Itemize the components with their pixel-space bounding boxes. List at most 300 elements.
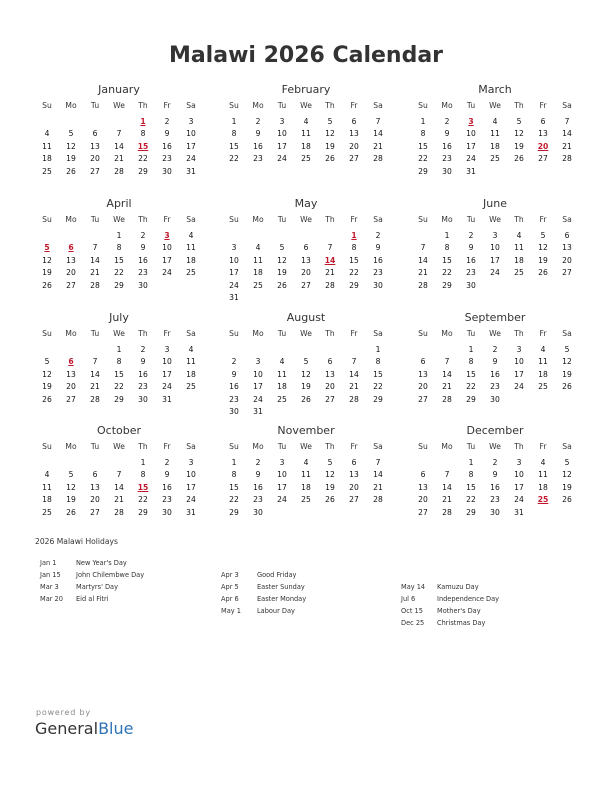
weekday-header: Fr bbox=[350, 329, 358, 338]
weekday-header: Mo bbox=[441, 215, 453, 224]
day-cell: 19 bbox=[66, 495, 76, 504]
weekday-header: Su bbox=[418, 101, 428, 110]
day-cell: 22 bbox=[442, 268, 452, 277]
day-cell: 18 bbox=[42, 154, 52, 163]
day-cell: 21 bbox=[562, 141, 572, 151]
day-cell: 14 bbox=[114, 141, 124, 151]
weekday-header: Th bbox=[325, 442, 335, 451]
day-cell: 19 bbox=[514, 141, 524, 151]
weekday-header: Sa bbox=[186, 329, 196, 338]
day-cell: 7 bbox=[375, 457, 381, 467]
day-cell: 9 bbox=[255, 470, 261, 479]
day-cell: 17 bbox=[186, 141, 196, 151]
day-cell: 20 bbox=[90, 495, 100, 504]
month-december bbox=[411, 424, 579, 519]
weekday-header: Mo bbox=[65, 101, 77, 110]
day-cell: 5 bbox=[516, 116, 522, 126]
holiday-day-cell: 6 bbox=[68, 243, 74, 252]
day-cell: 13 bbox=[66, 369, 76, 379]
day-cell: 18 bbox=[253, 268, 263, 277]
day-cell: 24 bbox=[514, 495, 524, 504]
month-days-grid bbox=[222, 328, 390, 419]
day-cell: 18 bbox=[42, 495, 52, 504]
day-cell: 20 bbox=[562, 255, 572, 265]
day-cell: 20 bbox=[325, 382, 335, 391]
day-cell: 5 bbox=[564, 344, 570, 354]
day-cell: 8 bbox=[116, 243, 122, 252]
day-cell: 4 bbox=[540, 457, 546, 467]
day-cell: 30 bbox=[253, 507, 263, 517]
day-cell: 15 bbox=[229, 482, 239, 492]
day-cell: 24 bbox=[253, 394, 263, 404]
day-cell: 10 bbox=[229, 255, 239, 265]
holiday-day-cell: 6 bbox=[68, 357, 74, 366]
day-cell: 31 bbox=[253, 407, 263, 416]
day-cell: 21 bbox=[90, 382, 100, 391]
holiday-date: Dec 25 bbox=[401, 619, 425, 627]
weekday-header: Th bbox=[514, 442, 524, 451]
weekday-header: We bbox=[489, 101, 501, 110]
weekday-header: Mo bbox=[252, 442, 264, 451]
day-cell: 2 bbox=[468, 230, 474, 240]
day-cell: 10 bbox=[162, 243, 172, 252]
weekday-header: Mo bbox=[441, 329, 453, 338]
holiday-row bbox=[221, 607, 306, 619]
day-cell: 7 bbox=[444, 470, 450, 479]
weekday-header: Fr bbox=[163, 329, 171, 338]
month-september bbox=[411, 311, 579, 406]
day-cell: 29 bbox=[349, 280, 359, 290]
weekday-header: Sa bbox=[373, 215, 383, 224]
day-cell: 1 bbox=[375, 344, 381, 354]
day-cell: 24 bbox=[162, 382, 172, 391]
month-august bbox=[222, 311, 390, 419]
day-cell: 2 bbox=[444, 116, 450, 126]
day-cell: 8 bbox=[468, 470, 474, 479]
holiday-name: Kamuzu Day bbox=[437, 583, 479, 591]
day-cell: 16 bbox=[442, 141, 452, 151]
weekday-header: Su bbox=[229, 215, 239, 224]
day-cell: 26 bbox=[277, 280, 287, 290]
day-cell: 23 bbox=[373, 268, 383, 277]
day-cell: 23 bbox=[490, 495, 500, 504]
day-cell: 25 bbox=[253, 280, 263, 290]
day-cell: 23 bbox=[466, 268, 476, 277]
day-cell: 11 bbox=[42, 141, 52, 151]
day-cell: 4 bbox=[303, 457, 309, 467]
day-cell: 24 bbox=[229, 280, 239, 290]
holiday-row bbox=[40, 571, 144, 583]
day-cell: 13 bbox=[301, 255, 311, 265]
weekday-header: Su bbox=[418, 215, 428, 224]
day-cell: 6 bbox=[420, 470, 426, 479]
weekday-header: Fr bbox=[539, 215, 547, 224]
day-cell: 8 bbox=[140, 129, 146, 138]
weekday-header: We bbox=[489, 215, 501, 224]
weekday-header: Su bbox=[418, 329, 428, 338]
holiday-date: May 1 bbox=[221, 607, 241, 615]
weekday-header: Fr bbox=[350, 101, 358, 110]
day-cell: 26 bbox=[325, 495, 335, 504]
day-cell: 6 bbox=[327, 357, 333, 366]
weekday-header: Fr bbox=[163, 442, 171, 451]
day-cell: 7 bbox=[116, 129, 122, 138]
day-cell: 16 bbox=[162, 141, 172, 151]
day-cell: 2 bbox=[140, 344, 146, 354]
day-cell: 3 bbox=[164, 344, 170, 354]
day-cell: 30 bbox=[162, 166, 172, 176]
empty-day-cell bbox=[294, 230, 318, 243]
day-cell: 22 bbox=[229, 154, 239, 163]
day-cell: 27 bbox=[349, 495, 359, 504]
day-cell: 28 bbox=[442, 394, 452, 404]
month-days-grid bbox=[35, 100, 203, 178]
day-cell: 28 bbox=[349, 394, 359, 404]
empty-day-cell bbox=[35, 344, 59, 357]
day-cell: 3 bbox=[492, 230, 498, 240]
weekday-header: Tu bbox=[90, 329, 100, 338]
weekday-header: Sa bbox=[373, 442, 383, 451]
day-cell: 12 bbox=[538, 243, 548, 252]
day-cell: 11 bbox=[277, 369, 287, 379]
day-cell: 12 bbox=[42, 255, 52, 265]
day-cell: 2 bbox=[164, 457, 170, 467]
day-cell: 27 bbox=[418, 394, 428, 404]
weekday-header: Th bbox=[138, 215, 148, 224]
holiday-date: Jan 1 bbox=[40, 559, 57, 567]
holiday-date: Apr 6 bbox=[221, 595, 239, 603]
day-cell: 12 bbox=[562, 357, 572, 366]
day-cell: 25 bbox=[514, 268, 524, 277]
weekday-header: Su bbox=[229, 442, 239, 451]
holiday-row bbox=[401, 619, 499, 631]
empty-day-cell bbox=[35, 116, 59, 129]
day-cell: 2 bbox=[231, 357, 237, 366]
weekday-header: Tu bbox=[90, 101, 100, 110]
day-cell: 2 bbox=[492, 344, 498, 354]
day-cell: 30 bbox=[162, 507, 172, 517]
day-cell: 22 bbox=[418, 154, 428, 163]
weekday-header: Su bbox=[418, 442, 428, 451]
day-cell: 15 bbox=[442, 255, 452, 265]
day-cell: 21 bbox=[349, 382, 359, 391]
weekday-header: We bbox=[113, 329, 125, 338]
day-cell: 20 bbox=[418, 382, 428, 391]
day-cell: 9 bbox=[140, 357, 146, 366]
weekday-header: Mo bbox=[441, 101, 453, 110]
weekday-header: Th bbox=[325, 215, 335, 224]
weekday-header: Fr bbox=[350, 442, 358, 451]
month-days-grid bbox=[411, 100, 579, 178]
day-cell: 31 bbox=[466, 166, 476, 176]
day-cell: 16 bbox=[466, 255, 476, 265]
holiday-row bbox=[40, 583, 144, 595]
day-cell: 28 bbox=[418, 280, 428, 290]
day-cell: 24 bbox=[277, 495, 287, 504]
day-cell: 23 bbox=[490, 382, 500, 391]
day-cell: 29 bbox=[418, 166, 428, 176]
day-cell: 14 bbox=[373, 129, 383, 138]
empty-day-cell bbox=[83, 344, 107, 357]
day-cell: 8 bbox=[140, 470, 146, 479]
weekday-header: Tu bbox=[90, 215, 100, 224]
day-cell: 14 bbox=[562, 129, 572, 138]
day-cell: 13 bbox=[349, 129, 359, 138]
day-cell: 22 bbox=[114, 382, 124, 391]
empty-day-cell bbox=[59, 116, 83, 129]
day-cell: 1 bbox=[420, 116, 426, 126]
weekday-header: Sa bbox=[562, 329, 572, 338]
day-cell: 7 bbox=[327, 243, 333, 252]
day-cell: 9 bbox=[164, 470, 170, 479]
weekday-header: Sa bbox=[186, 215, 196, 224]
day-cell: 8 bbox=[420, 129, 426, 138]
holiday-day-cell: 3 bbox=[164, 230, 170, 240]
empty-day-cell bbox=[270, 230, 294, 243]
holidays-title: 2026 Malawi Holidays bbox=[35, 537, 118, 546]
holiday-name: Easter Sunday bbox=[257, 583, 305, 591]
month-june bbox=[411, 197, 579, 292]
day-cell: 23 bbox=[138, 268, 148, 277]
day-cell: 31 bbox=[186, 507, 196, 517]
day-cell: 13 bbox=[90, 482, 100, 492]
month-name: November bbox=[277, 424, 335, 437]
day-cell: 19 bbox=[42, 382, 52, 391]
weekday-header: Tu bbox=[90, 442, 100, 451]
day-cell: 20 bbox=[349, 482, 359, 492]
day-cell: 26 bbox=[562, 382, 572, 391]
empty-day-cell bbox=[246, 344, 270, 357]
day-cell: 4 bbox=[279, 357, 285, 366]
empty-day-cell bbox=[342, 344, 366, 357]
day-cell: 4 bbox=[44, 129, 50, 138]
day-cell: 15 bbox=[349, 255, 359, 265]
empty-day-cell bbox=[294, 344, 318, 357]
empty-day-cell bbox=[411, 344, 435, 357]
day-cell: 12 bbox=[514, 129, 524, 138]
empty-day-cell bbox=[59, 457, 83, 470]
day-cell: 16 bbox=[490, 482, 500, 492]
day-cell: 12 bbox=[325, 470, 335, 479]
day-cell: 1 bbox=[116, 230, 122, 240]
holiday-row bbox=[401, 583, 499, 595]
day-cell: 16 bbox=[229, 382, 239, 391]
day-cell: 18 bbox=[514, 255, 524, 265]
day-cell: 7 bbox=[92, 243, 98, 252]
day-cell: 6 bbox=[564, 230, 570, 240]
weekday-header: We bbox=[113, 215, 125, 224]
weekday-header: Sa bbox=[562, 101, 572, 110]
day-cell: 30 bbox=[442, 166, 452, 176]
day-cell: 14 bbox=[418, 255, 428, 265]
day-cell: 21 bbox=[325, 268, 335, 277]
month-days-grid bbox=[411, 441, 579, 519]
day-cell: 29 bbox=[138, 507, 148, 517]
day-cell: 18 bbox=[186, 255, 196, 265]
empty-day-cell bbox=[435, 457, 459, 470]
weekday-header: Sa bbox=[186, 101, 196, 110]
day-cell: 25 bbox=[42, 166, 52, 176]
day-cell: 21 bbox=[114, 495, 124, 504]
day-cell: 3 bbox=[188, 457, 194, 467]
day-cell: 17 bbox=[514, 482, 524, 492]
day-cell: 25 bbox=[186, 382, 196, 391]
day-cell: 3 bbox=[231, 243, 237, 252]
holiday-name: John Chilembwe Day bbox=[76, 571, 145, 579]
day-cell: 21 bbox=[373, 482, 383, 492]
day-cell: 6 bbox=[420, 357, 426, 366]
day-cell: 20 bbox=[66, 382, 76, 391]
day-cell: 25 bbox=[538, 382, 548, 391]
weekday-header: Su bbox=[42, 329, 52, 338]
day-cell: 24 bbox=[186, 154, 196, 163]
day-cell: 29 bbox=[114, 394, 124, 404]
day-cell: 28 bbox=[114, 166, 124, 176]
day-cell: 16 bbox=[253, 141, 263, 151]
day-cell: 11 bbox=[514, 243, 524, 252]
day-cell: 15 bbox=[114, 255, 124, 265]
weekday-header: We bbox=[300, 215, 312, 224]
empty-day-cell bbox=[435, 344, 459, 357]
holiday-day-cell: 15 bbox=[137, 482, 149, 492]
day-cell: 23 bbox=[162, 154, 172, 163]
day-cell: 18 bbox=[301, 482, 311, 492]
holiday-day-cell: 15 bbox=[137, 141, 149, 151]
day-cell: 29 bbox=[229, 507, 239, 517]
day-cell: 19 bbox=[562, 482, 572, 492]
day-cell: 29 bbox=[114, 280, 124, 290]
day-cell: 22 bbox=[466, 382, 476, 391]
brand-name-part1: General bbox=[35, 719, 99, 738]
day-cell: 23 bbox=[229, 394, 239, 404]
day-cell: 30 bbox=[490, 507, 500, 517]
day-cell: 19 bbox=[562, 369, 572, 379]
weekday-header: Mo bbox=[252, 101, 264, 110]
day-cell: 10 bbox=[490, 243, 500, 252]
month-days-grid bbox=[35, 441, 203, 519]
day-cell: 24 bbox=[514, 382, 524, 391]
month-name: May bbox=[294, 197, 318, 210]
day-cell: 19 bbox=[277, 268, 287, 277]
day-cell: 12 bbox=[301, 369, 311, 379]
day-cell: 10 bbox=[514, 470, 524, 479]
weekday-header: We bbox=[489, 329, 501, 338]
day-cell: 26 bbox=[66, 166, 76, 176]
day-cell: 23 bbox=[138, 382, 148, 391]
day-cell: 12 bbox=[277, 255, 287, 265]
day-cell: 23 bbox=[442, 154, 452, 163]
day-cell: 30 bbox=[466, 280, 476, 290]
day-cell: 1 bbox=[140, 457, 146, 467]
holiday-row bbox=[40, 559, 144, 571]
day-cell: 8 bbox=[231, 129, 237, 138]
day-cell: 16 bbox=[138, 255, 148, 265]
day-cell: 20 bbox=[301, 268, 311, 277]
day-cell: 28 bbox=[325, 280, 335, 290]
day-cell: 13 bbox=[349, 470, 359, 479]
day-cell: 1 bbox=[468, 344, 474, 354]
day-cell: 22 bbox=[466, 495, 476, 504]
day-cell: 5 bbox=[540, 230, 546, 240]
day-cell: 2 bbox=[375, 230, 381, 240]
weekday-header: Su bbox=[42, 101, 52, 110]
day-cell: 19 bbox=[66, 154, 76, 163]
weekday-header: Tu bbox=[466, 329, 476, 338]
weekday-header: We bbox=[300, 101, 312, 110]
holiday-date: Jan 15 bbox=[40, 571, 61, 579]
day-cell: 13 bbox=[562, 243, 572, 252]
day-cell: 5 bbox=[68, 129, 74, 138]
day-cell: 18 bbox=[538, 369, 548, 379]
day-cell: 3 bbox=[516, 344, 522, 354]
day-cell: 27 bbox=[325, 394, 335, 404]
weekday-header: Tu bbox=[277, 442, 287, 451]
empty-day-cell bbox=[270, 344, 294, 357]
day-cell: 17 bbox=[490, 255, 500, 265]
day-cell: 5 bbox=[303, 357, 309, 366]
day-cell: 24 bbox=[186, 495, 196, 504]
day-cell: 15 bbox=[466, 369, 476, 379]
holiday-name: Mother's Day bbox=[437, 607, 481, 615]
day-cell: 11 bbox=[301, 129, 311, 138]
day-cell: 9 bbox=[492, 357, 498, 366]
day-cell: 17 bbox=[514, 369, 524, 379]
day-cell: 24 bbox=[466, 154, 476, 163]
weekday-header: We bbox=[489, 442, 501, 451]
day-cell: 14 bbox=[114, 482, 124, 492]
day-cell: 25 bbox=[277, 394, 287, 404]
day-cell: 3 bbox=[279, 116, 285, 126]
day-cell: 21 bbox=[442, 495, 452, 504]
day-cell: 14 bbox=[373, 470, 383, 479]
day-cell: 10 bbox=[186, 129, 196, 138]
holiday-name: Martyrs' Day bbox=[76, 583, 119, 591]
holiday-name: Christmas Day bbox=[437, 619, 486, 627]
month-name: September bbox=[464, 311, 526, 324]
weekday-header: Tu bbox=[466, 215, 476, 224]
day-cell: 25 bbox=[42, 507, 52, 517]
day-cell: 27 bbox=[301, 280, 311, 290]
weekday-header: Th bbox=[138, 329, 148, 338]
day-cell: 12 bbox=[66, 482, 76, 492]
day-cell: 31 bbox=[514, 507, 524, 517]
day-cell: 18 bbox=[277, 382, 287, 391]
weekday-header: Sa bbox=[373, 101, 383, 110]
holiday-day-cell: 25 bbox=[537, 495, 549, 504]
day-cell: 22 bbox=[373, 382, 383, 391]
day-cell: 18 bbox=[490, 141, 500, 151]
day-cell: 6 bbox=[351, 116, 357, 126]
day-cell: 10 bbox=[514, 357, 524, 366]
month-january bbox=[35, 83, 203, 178]
day-cell: 10 bbox=[466, 129, 476, 138]
day-cell: 8 bbox=[116, 357, 122, 366]
day-cell: 19 bbox=[325, 482, 335, 492]
holiday-date: May 14 bbox=[401, 583, 426, 591]
weekday-header: Fr bbox=[539, 442, 547, 451]
holiday-name: Good Friday bbox=[257, 571, 297, 579]
weekday-header: Mo bbox=[65, 329, 77, 338]
day-cell: 4 bbox=[303, 116, 309, 126]
empty-day-cell bbox=[107, 116, 131, 129]
day-cell: 1 bbox=[116, 344, 122, 354]
weekday-header: Sa bbox=[373, 329, 383, 338]
day-cell: 12 bbox=[325, 129, 335, 138]
day-cell: 28 bbox=[90, 280, 100, 290]
day-cell: 22 bbox=[229, 495, 239, 504]
day-cell: 7 bbox=[564, 116, 570, 126]
weekday-header: Mo bbox=[65, 215, 77, 224]
